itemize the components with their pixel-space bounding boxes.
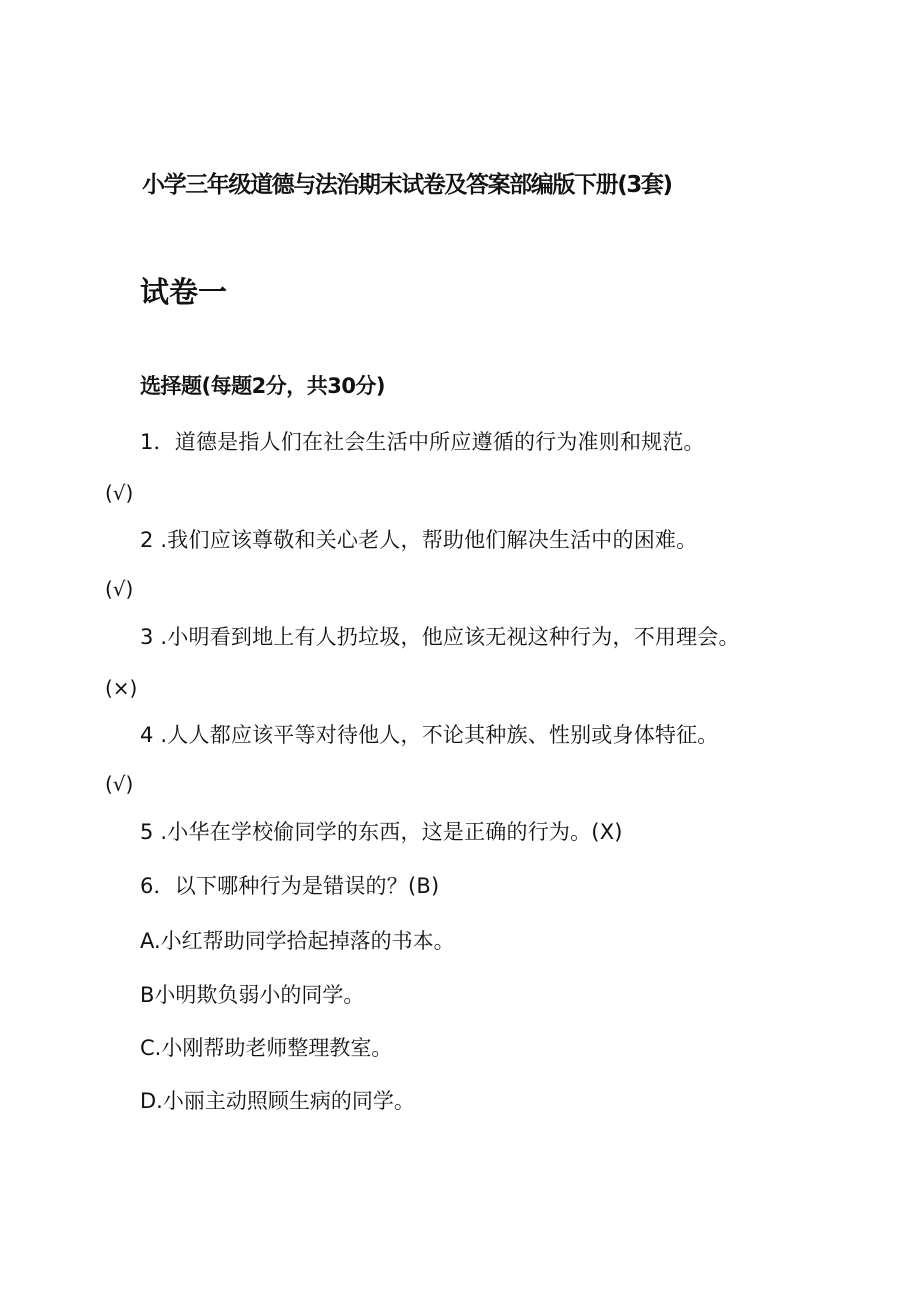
- subsection-title: 选择题(每题2分，共30分): [140, 374, 386, 398]
- choice-d: D.小丽主动照顾生病的同学。: [140, 1089, 415, 1113]
- choice-c: C.小刚帮助老师整理教室。: [140, 1036, 393, 1060]
- question-4-answer: (√): [105, 772, 134, 796]
- question-1: 1．道德是指人们在社会生活中所应遵循的行为准则和规范。: [140, 430, 705, 454]
- question-1-answer: (√): [105, 481, 134, 505]
- question-4: 4 .人人都应该平等对待他人，不论其种族、性别或身体特征。: [140, 723, 719, 747]
- choice-a: A.小红帮助同学拾起掉落的书本。: [140, 929, 455, 953]
- section-title: 试卷一: [140, 275, 228, 309]
- question-3-answer: (×): [105, 676, 138, 700]
- question-3: 3 .小明看到地上有人扔垃圾，他应该无视这种行为，不用理会。: [140, 625, 740, 649]
- question-2-answer: (√): [105, 577, 134, 601]
- question-5: 5 .小华在学校偷同学的东西，这是正确的行为。(X): [140, 820, 623, 844]
- question-6: 6．以下哪种行为是错误的？(B): [140, 874, 440, 898]
- choice-b: B小明欺负弱小的同学。: [140, 983, 365, 1007]
- document-title: 小学三年级道德与法治期末试卷及答案部编版下册(3套): [142, 172, 672, 198]
- question-2: 2 .我们应该尊敬和关心老人，帮助他们解决生活中的困难。: [140, 528, 698, 552]
